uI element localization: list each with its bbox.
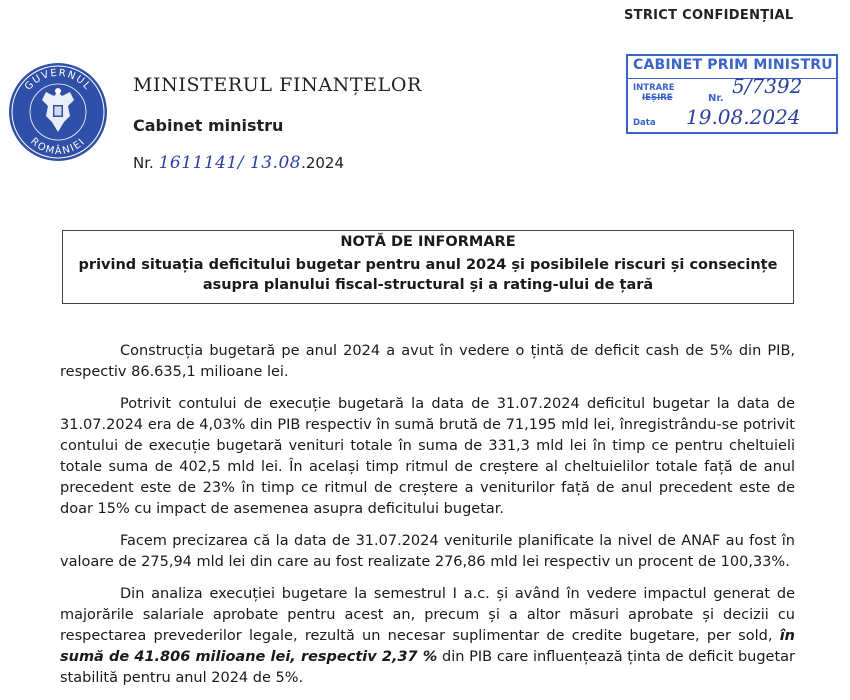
registration-nr-handwritten: 1611141/ 13.08 (158, 153, 302, 173)
document-heading: NOTĂ DE INFORMARE (340, 234, 516, 250)
cabinet-label: Cabinet ministru (133, 116, 284, 135)
paragraph-3: Facem precizarea că la data de 31.07.2024 veniturile planificate la nivel de ANAF au fost în valoare de 275,94 mld lei din care au fost realizate 276,86 mld lei respectiv un procent de 100,33%. (60, 533, 795, 570)
document-body (60, 341, 795, 700)
document-subtitle-line-1: privind situația deficitului bugetar pentru anul 2024 și posibilele riscuri și consecințe (78, 257, 778, 273)
stamp-title: CABINET PRIM MINISTRU (633, 57, 833, 73)
registration-stamp (626, 54, 838, 134)
seal-top-text: GUVERNUL (22, 67, 94, 93)
registration-nr-label: Nr. (133, 154, 154, 172)
government-seal-icon (8, 62, 108, 162)
stamp-nr-label: Nr. (708, 93, 724, 104)
paragraph-1: Construcția bugetară pe anul 2024 a avut în vedere o țintă de deficit cash de 5% din PIB, respectiv 86.635,1 milioane lei. (60, 343, 795, 380)
stamp-intrare-label: INTRARE (633, 83, 675, 93)
stamp-iesire-label: IEȘIRE (642, 93, 673, 103)
paragraph-4 (60, 584, 795, 689)
document-subtitle-line-2: asupra planului fiscal-structural și a rating-ului de țară (202, 277, 654, 293)
document-title-box (62, 230, 794, 304)
ministry-name: MINISTERUL FINANȚELOR (133, 74, 422, 96)
stamp-data-label: Data (633, 118, 656, 128)
paragraph-4-emphasis: în sumă de 41.806 milioane lei, respectiv 2,37 % (60, 628, 795, 665)
paragraph-4-end: din PIB care influențează ținta de deficit bugetar stabilită pentru anul 2024 de 5%. (60, 649, 796, 686)
paragraph-4-start: Din analiza execuției bugetare la semestrul I a.c. și având în vedere impactul generat de majorările salariale aprobate pentru acest an, precum și a altor măsuri aprobate și decizii cu respectarea prevederilor legale, rezultă un necesar suplimentar de credite bugetare, per sold, (60, 586, 795, 644)
seal-bottom-text: ROMÂNIEI (28, 136, 88, 158)
registration-number (133, 153, 344, 173)
paragraph-2: Potrivit contului de execuție bugetară la data de 31.07.2024 deficitul bugetar la data de 31.07.2024 era de 4,03% din PIB respectiv în sumă brută de 71,195 mld lei, înregistrându-se potrivit contului de execuție bugetară venituri totale în suma de 331,3 mld lei în timp ce pentru cheltuieli totale suma de 402,5 mld lei. În același timp ritmul de creștere al cheltuielilor totale față de anul precedent este de 23% în timp ce ritmul de creștere a veniturilor față de anul precedent este de doar 15% cu impact de asemenea asupra deficitului bugetar. (60, 396, 795, 517)
registration-year: .2024 (301, 154, 345, 172)
stamp-date-value: 19.08.2024 (686, 105, 801, 129)
classification-label: STRICT CONFIDENȚIAL (624, 8, 794, 23)
stamp-nr-value: 5/7392 (732, 74, 803, 98)
